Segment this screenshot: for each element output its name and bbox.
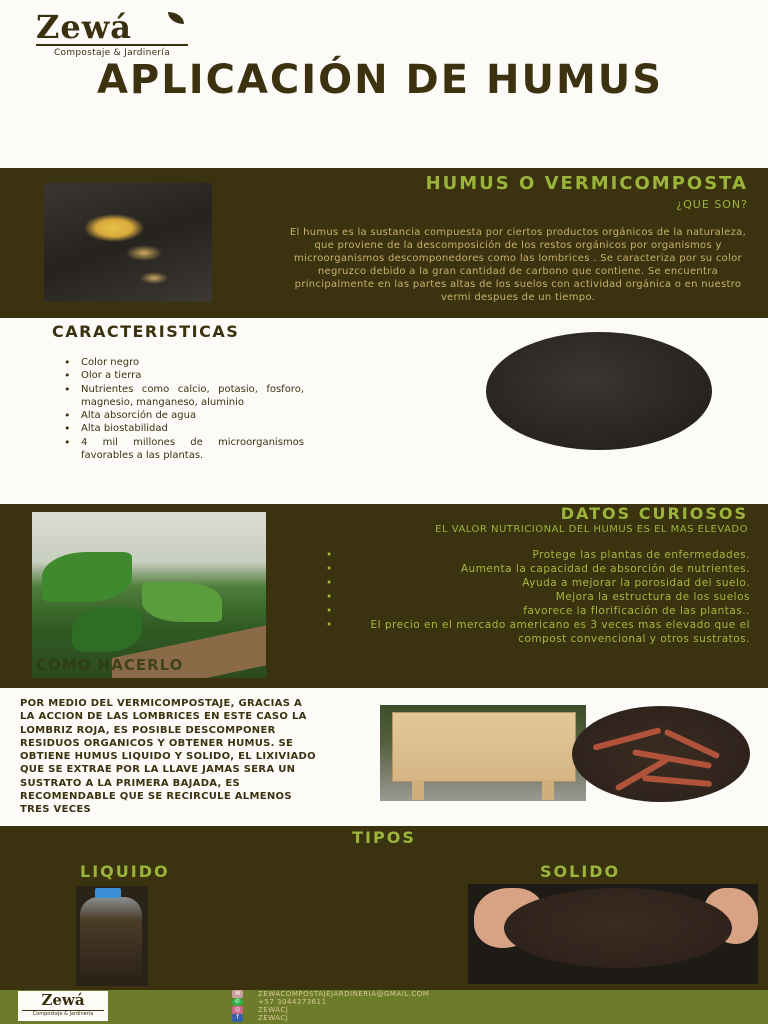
- worm: [664, 729, 721, 760]
- box-leg: [412, 780, 424, 800]
- caracteristicas-list: [64, 356, 304, 462]
- humus-title: HUMUS O VERMICOMPOSTA: [425, 173, 748, 194]
- list-item: • Alta absorción de agua: [64, 409, 304, 422]
- humus-subtitle: ¿QUE SON?: [676, 198, 748, 211]
- datos-subtitle: EL VALOR NUTRICIONAL DEL HUMUS ES EL MAS ELEVADO: [435, 524, 748, 535]
- list-item: • Mejora la estructura de los suelos: [326, 590, 750, 604]
- footer-brand-name: Zewá: [41, 991, 85, 1009]
- mail-icon: ✉: [232, 990, 243, 998]
- box-leg: [542, 780, 554, 800]
- como-hacerlo-label: COMO HACERLO: [36, 656, 184, 674]
- worm: [632, 749, 712, 769]
- list-item: • Nutrientes como calcio, potasio, fosforo, magnesio, manganeso, aluminio: [64, 383, 304, 410]
- list-item: • Alta biostabilidad: [64, 422, 304, 435]
- tipos-title: TIPOS: [352, 828, 416, 847]
- facebook-icon: f: [232, 1014, 243, 1022]
- footer-email[interactable]: ZEWACOMPOSTAJEJARDINERIA@GMAIL.COM: [258, 990, 430, 998]
- list-item: • favorece la florificación de las plantas..: [326, 604, 750, 618]
- bottle: [80, 897, 142, 981]
- greenhouse-photo: [32, 512, 266, 678]
- list-item: • Aumenta la capacidad de absorción de nutrientes.: [326, 562, 750, 576]
- page-title: APLICACIÓN DE HUMUS: [96, 57, 664, 103]
- bottle-cap: [95, 888, 121, 898]
- worm: [615, 756, 670, 791]
- list-item: • 4 mil millones de microorganismos favorables a las plantas.: [64, 436, 304, 463]
- footer-facebook[interactable]: ZEWACJ: [258, 1014, 289, 1022]
- footer-instagram[interactable]: ZEWACJ: [258, 1006, 289, 1014]
- footer-phone[interactable]: +57 3044373611: [258, 998, 327, 1006]
- worms-photo: [572, 706, 750, 802]
- brand-name: Zewá: [36, 8, 132, 46]
- soil-photo: [44, 183, 212, 302]
- caracteristicas-title: CARACTERISTICAS: [52, 322, 240, 341]
- footer-brand-tagline: Compostaje & Jardinería: [22, 1010, 104, 1017]
- worm: [642, 775, 712, 787]
- worm: [592, 727, 661, 751]
- humus-description: El humus es la sustancia compuesta por ciertos productos orgánicos de la naturaleza, que proviene de la descomposición de los restos orgánicos por organismos y microorganismos descomponedores como las lombrices . Se caracteriza por su color negruzco debido a la gran cantidad de carbono que contiene. Se encuentra principalmente en las partes altas de los suelos con actividad orgánica o en nuestro vermi despues de un tiempo.: [289, 227, 747, 303]
- plant-leaf: [142, 582, 222, 622]
- como-text: POR MEDIO DEL VERMICOMPOSTAJE, GRACIAS A LA ACCION DE LAS LOMBRICES EN ESTE CASO LA LOMBRIZ ROJA, ES POSIBLE DESCOMPONER RESIDUOS ORGANICOS Y OBTENER HUMUS. SE OBTIENE HUMUS LIQUIDO Y SOLIDO, EL LIXIVIADO QUE SE EXTRAE POR LA LLAVE JAMAS SERA UN SUSTRATO A LA PRIMERA BAJADA, ES RECOMENDABLE QUE SE RECIRCULE ALMENOS TRES VECES: [20, 698, 316, 816]
- whatsapp-icon: ✆: [232, 998, 243, 1006]
- list-item: • Protege las plantas de enfermedades.: [326, 548, 750, 562]
- list-item: • Ayuda a mejorar la porosidad del suelo.: [326, 576, 750, 590]
- datos-title: DATOS CURIOSOS: [560, 504, 748, 523]
- humus-photo: [486, 332, 712, 450]
- solido-title: SOLIDO: [540, 862, 621, 881]
- compost-box: [392, 712, 576, 782]
- liquido-title: LIQUIDO: [80, 862, 170, 881]
- plant-leaf: [42, 552, 132, 602]
- brand-tagline: Compostaje & Jardinería: [36, 44, 188, 58]
- list-item: • Color negro: [64, 356, 304, 369]
- list-item: • El precio en el mercado americano es 3 veces mas elevado que el compost convencional y otros sustratos.: [326, 618, 750, 646]
- plant-leaf: [72, 607, 142, 652]
- datos-list: [326, 548, 750, 646]
- list-item: • Olor a tierra: [64, 369, 304, 382]
- soil-pile: [504, 888, 732, 968]
- brand-logo: [36, 10, 188, 58]
- instagram-icon: ◎: [232, 1006, 243, 1014]
